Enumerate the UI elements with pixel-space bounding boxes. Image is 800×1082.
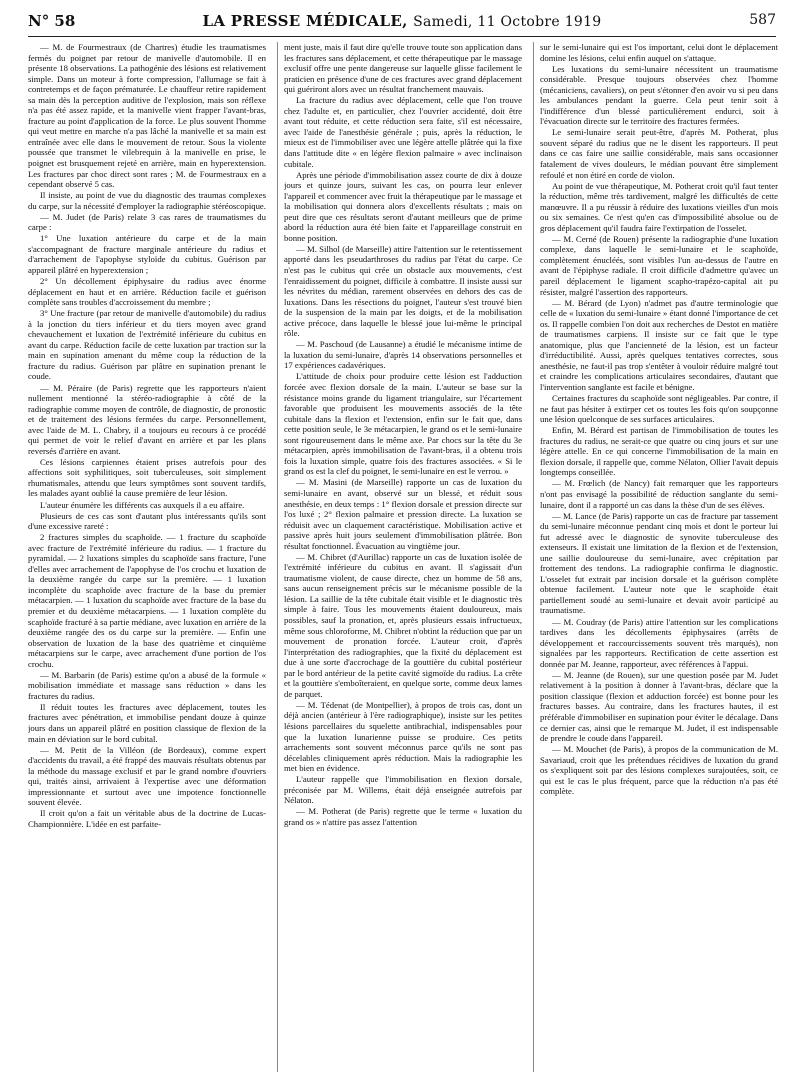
paragraph: 1° Une luxation antérieure du carpe et de la main s'accompagnant de fracture marginale antérieure du radius et d'arrachement de l'apophyse styloïde du cubitus. Guérison par appareil plâtré en hyperextension ;: [28, 233, 266, 275]
paragraph: Les luxations du semi-lunaire nécessitent un traumatisme considérable. Presque toujours observées chez l'homme (mécaniciens, cavaliers), on peut s'étonner d'en avoir vu si peu dans les ambulances pendant la guerre. Cela peut tenir soit à l'indifférence d'un blessé particulièrement endurci, soit à l'évacuation directe sur le territoire des fractures fermées.: [540, 63, 778, 127]
paragraph: — M. Petit de la Villéon (de Bordeaux), comme expert d'accidents du travail, a été frappé des mauvais résultats obtenus par la méthode du massage exclusif et par le grand nombre d'ouvriers qui, traités ainsi, arrivaient à l'expertise avec une déformation impressionnante et surtout avec une impotence fonctionnelle souvent élevée.: [28, 744, 266, 808]
paragraph: — M. Jeanne (de Rouen), sur une question posée par M. Judet relativement à la position à donner à l'avant-bras, déclare que la position classique (flexion et adduction forcée) est bonne pour les fractures basses. Au contraire, dans les fractures hautes, il est préférable d'immobiliser en supination pour éviter le décalage. Dans ce dernier cas, ainsi que le remarque M. Judet, il est indispensable de prendre le coude dans l'appareil.: [540, 669, 778, 744]
paragraph: Il croit qu'on a fait un véritable abus de la doctrine de Lucas-Championnière. L'idée en est parfaite-: [28, 808, 266, 829]
paragraph: — M. de Fourmestraux (de Chartres) étudie les traumatismes fermés du poignet par retour de manivelle d'automobile. Il en présente 18 observations. La pathogénie des lésions est relativement simple. Dans un moteur à forte compression, l'allumage se fait à contretemps et de façon prématurée. Le chauffeur retire rapidement sa main dès la perception auditive de l'explosion, mais son réflexe n'a pas été assez rapide, et la manivelle vient frapper l'avant-bras, fracture au point d'application de la force. Le plus souvent l'homme qui veut mettre en marche n'a pas lâché la manivelle et sa main est entraînée avec elle dans le mouvement de retour. Sous la violente poussée que transmet le vilebrequin à la manivelle en prise, le poignet est brusquement rejeté en arrière, main en hyperextension. Les fractures par choc direct sont rares ; M. de Fourmestraux en a cependant observé 5 cas.: [28, 42, 266, 190]
paragraph: sur le semi-lunaire qui est l'os important, celui dont le déplacement domine les lésions, celui enfin auquel on s'attaque.: [540, 42, 778, 63]
paragraph: — M. Lance (de Paris) rapporte un cas de fracture par tassement du semi-lunaire méconnue pendant cinq mois et dont le porteur lui fut adressé avec le diagnostic de synovite tuberculeuse des extenseurs. Il existait une limitation de la flexion et de l'extension, une saillie douloureuse du semi-lunaire, avec crépitation par frottement des tendons. La radiographie confirma le diagnostic. L'osselet fut extrait par incision dorsale et la guérison complète obtenue facilement. L'auteur note que le scaphoïde était partiellement soudé au semi-lunaire et devait avoir participé au traumatisme.: [540, 510, 778, 616]
paragraph: Au point de vue thérapeutique, M. Potherat croit qu'il faut tenter la réduction, même très tardivement, malgré les difficultés de cette manœuvre. Il a pu réussir à réduire des luxations vieilles d'un mois ou six semaines. Ce n'est qu'en cas d'impossibilité absolue ou de gros déplacement qu'il faudra faire l'extirpation de l'osselet.: [540, 180, 778, 233]
paragraph: Enfin, M. Bérard est partisan de l'immobilisation de toutes les fractures du radius, ne serait-ce que quatre ou cinq jours et sur une légère attelle. En ce qui concerne l'immobilisation de la main en flexion dorsale, il rappelle que, comme Nélaton, Ollier l'avait depuis longtemps conseillée.: [540, 425, 778, 478]
paragraph: — M. Judet (de Paris) relate 3 cas rares de traumatismes du carpe :: [28, 211, 266, 233]
paragraph: ment juste, mais il faut dire qu'elle trouve toute son application dans les fractures sans déplacement, et cette thérapeutique par le massage exclusif offre une pente dangereuse sur laquelle glisse facilement le praticien en présence d'une de ces fractures avec grand déplacement qui guériront alors avec un résultat franchement mauvais.: [284, 42, 522, 95]
paragraph: — M. Barbarin (de Paris) estime qu'on a abusé de la formule « mobilisation immédiate et massage sans réduction » dans les fractures du radius.: [28, 669, 266, 701]
paragraph: Après une période d'immobilisation assez courte de dix à douze jours et quinze jours, suivant les cas, on pourra leur enlever l'appareil et commencer avec fruit la thérapeutique par le massage et la mobilisation qui donnera alors d'excellents résultats ; mais on peut dire que ces résultats seront d'autant meilleurs que de prime abord la réduction aura été bien faite et l'appareillage construit en bonne position.: [284, 169, 522, 243]
paragraph: — M. Bérard (de Lyon) n'admet pas d'autre terminologie que celle de « luxation du semi-lunaire » étant donné l'importance de cet os. Il rappelle combien l'on doit aux recherches de Destot en matière de traumatismes carpiens. Il insiste sur ce fait que le type anatomique, plus que l'ancienneté de la lésion, est un facteur d'irréductibilité. Aussi, après quelques tentatives correctes, sous anesthésie, ne faut-il pas trop s'entêter à vouloir réduire malgré tout et craindre les complications articulaires secondaires, d'autant que l'intervention sanglante est facile et bénigne.: [540, 297, 778, 392]
page-header: [28, 10, 776, 37]
paragraph: La fracture du radius avec déplacement, celle que l'on trouve chez l'adulte et, en particulier, chez l'ouvrier accidenté, doit être avant tout réduite, et cette réduction sera faite, s'il est nécessaire, avec l'aide de l'anesthésie générale ; puis, après la réduction, le mieux est de l'immobiliser avec une légère attelle plâtrée qui la fixe dans l'attitude dite « en légère flexion palmaire » avec inclinaison cubitale.: [284, 95, 522, 169]
paragraph: — M. Frœlich (de Nancy) fait remarquer que les rapporteurs n'ont pas envisagé la possibilité de réduction sanglante du semi-lunaire, dont il a rapporté un cas dans la thèse d'un de ses élèves.: [540, 478, 778, 510]
paragraph: Plusieurs de ces cas sont d'autant plus intéressants qu'ils sont d'une excessive rareté :: [28, 510, 266, 532]
paragraph: L'attitude de choix pour produire cette lésion est l'adduction forcée avec flexion dorsale de la main. L'auteur se base sur la résistance moins grande du ligament triangulaire, sur l'écartement favorable que produisent les mouvements associés de la tête cubitale dans la flexion et l'extension, enfin sur le fait que, dans cette position seule, le 3e métacarpien, le grand os et le semi-lunaire sont rigoureusement dans le même axe. Par chocs sur la tête du 3e métacarpien, après immobilisation de l'avant-bras, il a obtenu trois fois la luxation simple, quatre fois des fractures associées. « Si le grand os est la clef du poignet, le semi-lunaire en est le verrou. »: [284, 371, 522, 477]
paragraph: Certaines fractures du scaphoïde sont négligeables. Par contre, il ne faut pas hésiter à extirper cet os toutes les fois qu'on soupçonne une lésion quelconque de ses surfaces articulaires.: [540, 393, 778, 425]
paragraph: 2° Un décollement épiphysaire du radius avec énorme déplacement en haut et en arrière. Réduction facile et guérison complète sans troubles d'accroissement du membre ;: [28, 276, 266, 308]
journal-name: LA PRESSE MÉDICALE,: [202, 12, 408, 30]
journal-title-line: [28, 12, 776, 30]
paragraph: — M. Coudray (de Paris) attire l'attention sur les complications tardives dans les décollements épiphysaires (arrêts de développement et raccourcissements souvent très marqués), non signalées par les rapporteurs. Rectification de cette assertion est donnée par M. Jeanne, rapporteur, avec références à l'appui.: [540, 616, 778, 669]
paragraph: 2 fractures simples du scaphoïde. — 1 fracture du scaphoïde avec fracture de l'extrémité inférieure du radius. — 1 fracture du pyramidal. — 2 luxations simples du scaphoïde sans fracture, l'une d'elles avec arrachement de l'apophyse de l'os crochu et luxation de la deuxième rangée du carpe sur la première. — 1 luxation incomplète du scaphoïde avec fracture de la base du premier métacarpien. — 1 luxation du scaphoïde avec fracture de la base du premier et du deuxième métacarpiens. — 1 luxation complète du scaphoïde fracturé à sa partie médiane, avec luxation en arrière de la deuxième rangée des os du carpe sur la première. — Enfin une observation de luxation de la base des quatrième et cinquième métacarpiens sur le carpe, avec arrachement d'une portion de l'os crochu.: [28, 532, 266, 669]
issue-date: Samedi, 11 Octobre 1919: [413, 14, 602, 30]
paragraph: L'auteur rappelle que l'immobilisation en flexion dorsale, préconisée par M. Willems, était déjà enseignée autrefois par Nélaton.: [284, 774, 522, 806]
paragraph: 3° Une fracture (par retour de manivelle d'automobile) du radius à la jonction du tiers inférieur et du tiers moyen avec grand chevauchement et luxation de l'extrémité inférieure du cubitus en avant du carpe. Réduction facile de cette luxation par traction sur la main en supination amenant du même coup la réduction de la fracture du radius. Guérison par plâtre en supination prenant le coude.: [28, 308, 266, 382]
text-column-3: [540, 42, 778, 1072]
paragraph: Ces lésions carpiennes étaient prises autrefois pour des affections soit syphilitiques, soit tuberculeuses, soit simplement rhumatismales, attendu que leurs symptômes sont souvent tardifs, les malades ayant oublié la cause première de leur lésion.: [28, 456, 266, 499]
paragraph: — M. Chibret (d'Aurillac) rapporte un cas de luxation isolée de l'extrémité inférieure du cubitus en avant. Il s'agissait d'un traumatisme violent, de cause directe, chez un homme de 58 ans, sans aucun renseignement précis sur le mécanisme possible de la lésion. La saillie de la tête cubitale était visible et le diagnostic très simple à faire. Tous les mouvements étaient douloureux, mais possibles, sauf la pronation, et, après plusieurs essais infructueux, même sous chloroforme, M. Chibret n'obtint la réduction que par un mouvement de pronation forcée. L'auteur croit, d'après l'interprétation des radiographies, que la fixité du déplacement est due à une sorte d'accrochage de la gouttière du cubital postérieur par le bord antérieur de la petite cavité sigmoïde du radius. La crête et la gouttière s'emboîteraient, en quelque sorte, comme deux lames de parquet.: [284, 551, 522, 699]
text-column-1: [28, 42, 266, 1072]
paragraph: — M. Potherat (de Paris) regrette que le terme « luxation du grand os » n'attire pas assez l'attention: [284, 806, 522, 827]
paragraph: — M. Tédenat (de Montpellier), à propos de trois cas, dont un déjà ancien (antérieur à l'ère radiographique), insiste sur les petites lésions parcellaires du squelette antibrachial, indispensables pour que la luxation lunarienne puisse se produire. Ces petits arrachements sont souvent méconnus parce qu'ils ne sont pas décelables cliniquement après réduction. Mais la radiographie les met bien en évidence.: [284, 699, 522, 774]
paragraph: Le semi-lunaire serait peut-être, d'après M. Potherat, plus souvent séparé du radius que ne le disent les rapporteurs. Il peut dans ce cas faire une saillie considérable, mais sans occasionner fatalement de vives douleurs, le médian pouvant être simplement refoulé et non étiré en corde de violon.: [540, 127, 778, 180]
page-number: 587: [749, 12, 776, 28]
issue-number: N° 58: [28, 12, 76, 30]
paragraph: Il insiste, au point de vue du diagnostic des traumas complexes du carpe, sur la nécessité d'employer la radiographie stéréoscopique.: [28, 190, 266, 211]
paragraph: — M. Péraire (de Paris) regrette que les rapporteurs n'aient nullement mentionné la stéréo-radiographie à côté de la radiographie comme moyen de contrôle, de diagnostic, de pronostic et de traitement des lésions fermées du carpe. Personnellement, avec l'aide de M. L. Chabry, il a toujours eu recours à ce procédé qui permet de voir le relief d'avant en arrière et par les plans reversés d'arrière en avant.: [28, 382, 266, 456]
paragraph: L'auteur énumère les différents cas auxquels il a eu affaire.: [40, 499, 245, 510]
paragraph: — M. Silhol (de Marseille) attire l'attention sur le retentissement apporté dans les pseudarthroses du radius par l'état du carpe. Ce n'est pas le cubitus qui crée un obstacle aux mouvements, c'est l'enraidissement du poignet, difficile à combattre. Il insiste aussi sur les névrites du médian, rarement observées en dehors des cas de luxations. Dans les résections du poignet, l'auteur s'est trouvé bien de la suspension de la main par les doigts, et de la mobilisation active précoce, dans laquelle le blessé joue lui-même le principal rôle.: [284, 243, 522, 339]
paragraph: — M. Masini (de Marseille) rapporte un cas de luxation du semi-lunaire en avant, observé sur un blessé, et réduit sous anesthésie, en deux temps : 1° flexion dorsale et pression directe sur l'os luxé ; 2° flexion palmaire et pression directe. La luxation se réduisit avec un claquement caractéristique. Mobilisation active et passive après huit jours seulement d'immobilisation plâtrée. Bon résultat fonctionnel. Évacuation au vingtième jour.: [284, 477, 522, 551]
article-body: [28, 42, 780, 1072]
paragraph: — M. Cerné (de Rouen) présente la radiographie d'une luxation complexe, dans laquelle le semi-lunaire et le scaphoïde, complètement énucléés, sont visibles l'un au-dessus de l'autre en avant de l'épiphyse radiale. Il croit difficile d'admettre qu'avec un pareil déplacement le ligament scapho-trapézo-capital ait pu résister, malgré l'assertion des rapporteurs.: [540, 233, 778, 297]
text-column-2: [284, 42, 522, 1072]
paragraph: — M. Paschoud (de Lausanne) a étudié le mécanisme intime de la luxation du semi-lunaire, d'après 14 observations personnelles et 17 expériences cadavériques.: [284, 339, 522, 371]
paragraph: — M. Mouchet (de Paris), à propos de la communication de M. Savariaud, croit que les prétendues récidives de luxation du grand os s'expliquent soit par des lésions complexes surajoutées, soit, ce qui est le cas le plus fréquent, parce que la réduction n'a pas été complète.: [540, 744, 778, 797]
paragraph: Il réduit toutes les fractures avec déplacement, toutes les fractures avec pénétration, et immobilise pendant douze à quinze jours dans un appareil plâtré en position classique de flexion de la main en déviation sur le bord cubital.: [28, 701, 266, 744]
